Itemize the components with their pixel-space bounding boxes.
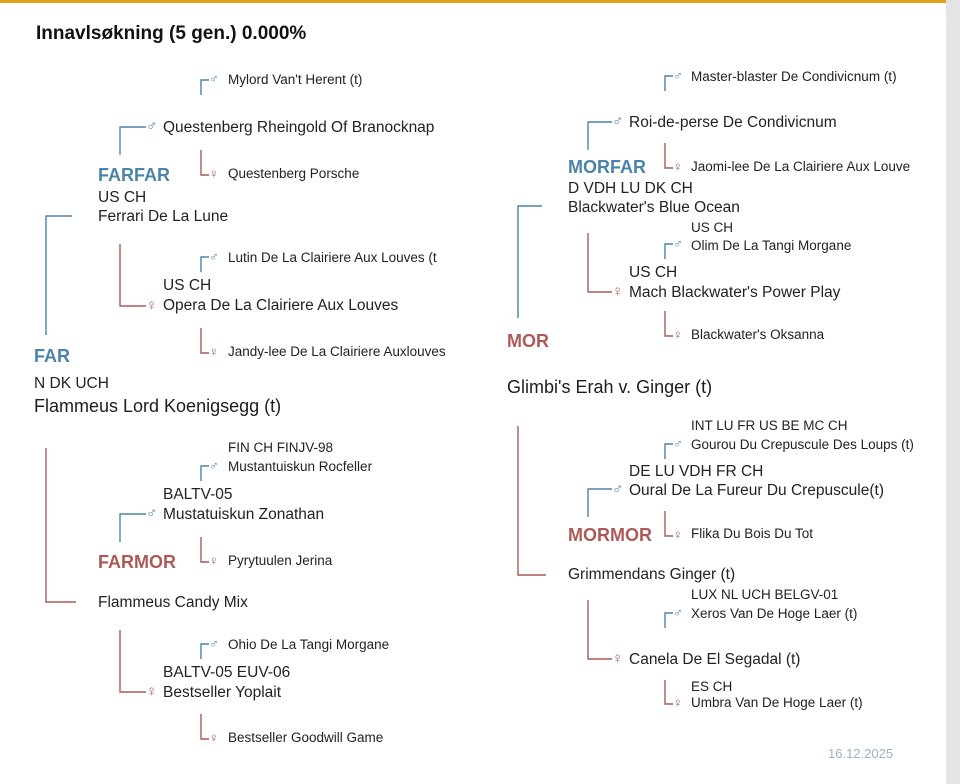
oksanna-name: Blackwater's Oksanna (691, 327, 825, 342)
mach-name: Mach Blackwater's Power Play (629, 284, 841, 301)
connector-mach (588, 233, 612, 292)
mach-titles: US CH (629, 264, 678, 281)
questenberg-rheingold-name: Questenberg Rheingold Of Branocknap (163, 119, 435, 136)
zonathan-name: Mustatuiskun Zonathan (163, 506, 325, 523)
opera-titles: US CH (163, 277, 212, 294)
male-icon: ♂ (673, 236, 683, 251)
male-icon: ♂ (146, 505, 158, 522)
female-icon: ♀ (146, 297, 158, 314)
female-icon: ♀ (612, 283, 624, 300)
connector-morfar (518, 206, 542, 318)
connector-oksanna (665, 311, 673, 336)
questenberg-porsche-name: Questenberg Porsche (228, 166, 360, 181)
far-titles: N DK UCH (34, 375, 109, 392)
goodwill-name: Bestseller Goodwill Game (228, 730, 384, 745)
rocfeller-titles: FIN CH FINJV-98 (228, 440, 334, 455)
female-icon: ♀ (673, 527, 683, 542)
xeros-name: Xeros Van De Hoge Laer (t) (691, 606, 858, 621)
connector-flika (665, 511, 673, 536)
farfar-label: FARFAR (98, 165, 170, 185)
yoplait-titles: BALTV-05 EUV-06 (163, 664, 291, 681)
male-icon: ♂ (209, 458, 219, 473)
connector-farmor (46, 448, 76, 602)
connector-pyrytuulen (201, 537, 209, 562)
yoplait-name: Bestseller Yoplait (163, 684, 282, 701)
canela-name: Canela De El Segadal (t) (629, 651, 801, 668)
farmor-label: FARMOR (98, 552, 176, 572)
female-icon: ♀ (673, 327, 683, 342)
connector-yoplait (120, 630, 146, 692)
connector-roi (588, 122, 612, 150)
connector-mormor (518, 426, 546, 575)
ohio-name: Ohio De La Tangi Morgane (228, 637, 390, 652)
female-icon: ♀ (673, 159, 683, 174)
male-icon: ♂ (146, 118, 158, 135)
connector-jandy (201, 328, 209, 353)
umbra-name: Umbra Van De Hoge Laer (t) (691, 695, 863, 710)
oural-name: Oural De La Fureur Du Crepuscule(t) (629, 482, 884, 499)
connector-rocfeller (201, 466, 209, 481)
male-icon: ♂ (209, 249, 219, 264)
female-icon: ♀ (673, 695, 683, 710)
male-icon: ♂ (612, 481, 624, 498)
female-icon: ♀ (209, 553, 219, 568)
gourou-titles: INT LU FR US BE MC CH (691, 418, 848, 433)
connector-canela (588, 600, 612, 659)
male-icon: ♂ (209, 71, 219, 86)
umbra-titles: ES CH (691, 679, 733, 694)
female-icon: ♀ (209, 344, 219, 359)
lutin-name: Lutin De La Clairiere Aux Louves (t (228, 250, 437, 265)
connector-xeros (665, 613, 673, 628)
male-icon: ♂ (673, 436, 683, 451)
pyrytuulen-name: Pyrytuulen Jerina (228, 553, 333, 568)
opera-name: Opera De La Clairiere Aux Louves (163, 297, 399, 314)
connector-oural (588, 489, 612, 517)
connector-umbra (665, 680, 673, 704)
female-icon: ♀ (146, 683, 158, 700)
mormor-name: Grimmendans Ginger (t) (568, 566, 736, 583)
xeros-titles: LUX NL UCH BELGV-01 (691, 587, 839, 602)
master-name: Master-blaster De Condivicnum (t) (691, 69, 897, 84)
morfar-name: Blackwater's Blue Ocean (568, 199, 740, 216)
olim-name: Olim De La Tangi Morgane (691, 238, 852, 253)
connector-gourou (665, 444, 673, 459)
connector-questenberg-rheingold (120, 127, 146, 155)
farfar-name: Ferrari De La Lune (98, 208, 229, 225)
female-icon: ♀ (209, 730, 219, 745)
female-icon: ♀ (209, 166, 219, 181)
flika-name: Flika Du Bois Du Tot (691, 526, 814, 541)
morfar-label: MORFAR (568, 157, 646, 177)
far-label: FAR (34, 346, 70, 366)
far-name: Flammeus Lord Koenigsegg (t) (34, 396, 282, 416)
connector-lutin (201, 257, 209, 272)
connector-mylord (201, 80, 209, 95)
male-icon: ♂ (673, 68, 683, 83)
morfar-titles: D VDH LU DK CH (568, 180, 693, 197)
connector-far (46, 216, 72, 335)
oural-titles: DE LU VDH FR CH (629, 463, 764, 480)
female-icon: ♀ (612, 650, 624, 667)
page-edge (946, 0, 960, 784)
connector-opera (120, 244, 146, 306)
farfar-titles: US CH (98, 189, 147, 206)
gourou-name: Gourou Du Crepuscule Des Loups (t) (691, 437, 914, 452)
connector-olim (665, 244, 673, 259)
connector-goodwill (201, 714, 209, 739)
olim-titles: US CH (691, 220, 734, 235)
connector-questenberg-porsche (201, 150, 209, 175)
zonathan-titles: BALTV-05 (163, 486, 233, 503)
connector-master (665, 76, 673, 91)
date-stamp: 16.12.2025 (828, 746, 894, 761)
mylord-name: Mylord Van't Herent (t) (228, 72, 363, 87)
male-icon: ♂ (673, 605, 683, 620)
connector-zonathan (120, 514, 146, 542)
male-icon: ♂ (209, 636, 219, 651)
mor-name: Glimbi's Erah v. Ginger (t) (507, 377, 713, 397)
jandy-name: Jandy-lee De La Clairiere Auxlouves (228, 344, 446, 359)
connector-jaomi (665, 143, 673, 168)
mor-label: MOR (507, 331, 549, 351)
jaomi-name: Jaomi-lee De La Clairiere Aux Louve (691, 159, 911, 174)
male-icon: ♂ (612, 113, 624, 130)
farmor-name: Flammeus Candy Mix (98, 594, 248, 611)
rocfeller-name: Mustantuiskun Rocfeller (228, 459, 373, 474)
mormor-label: MORMOR (568, 525, 652, 545)
page-title: Innavlsøkning (5 gen.) 0.000% (36, 23, 307, 44)
roi-name: Roi-de-perse De Condivicnum (629, 114, 837, 131)
connector-ohio (201, 644, 209, 659)
